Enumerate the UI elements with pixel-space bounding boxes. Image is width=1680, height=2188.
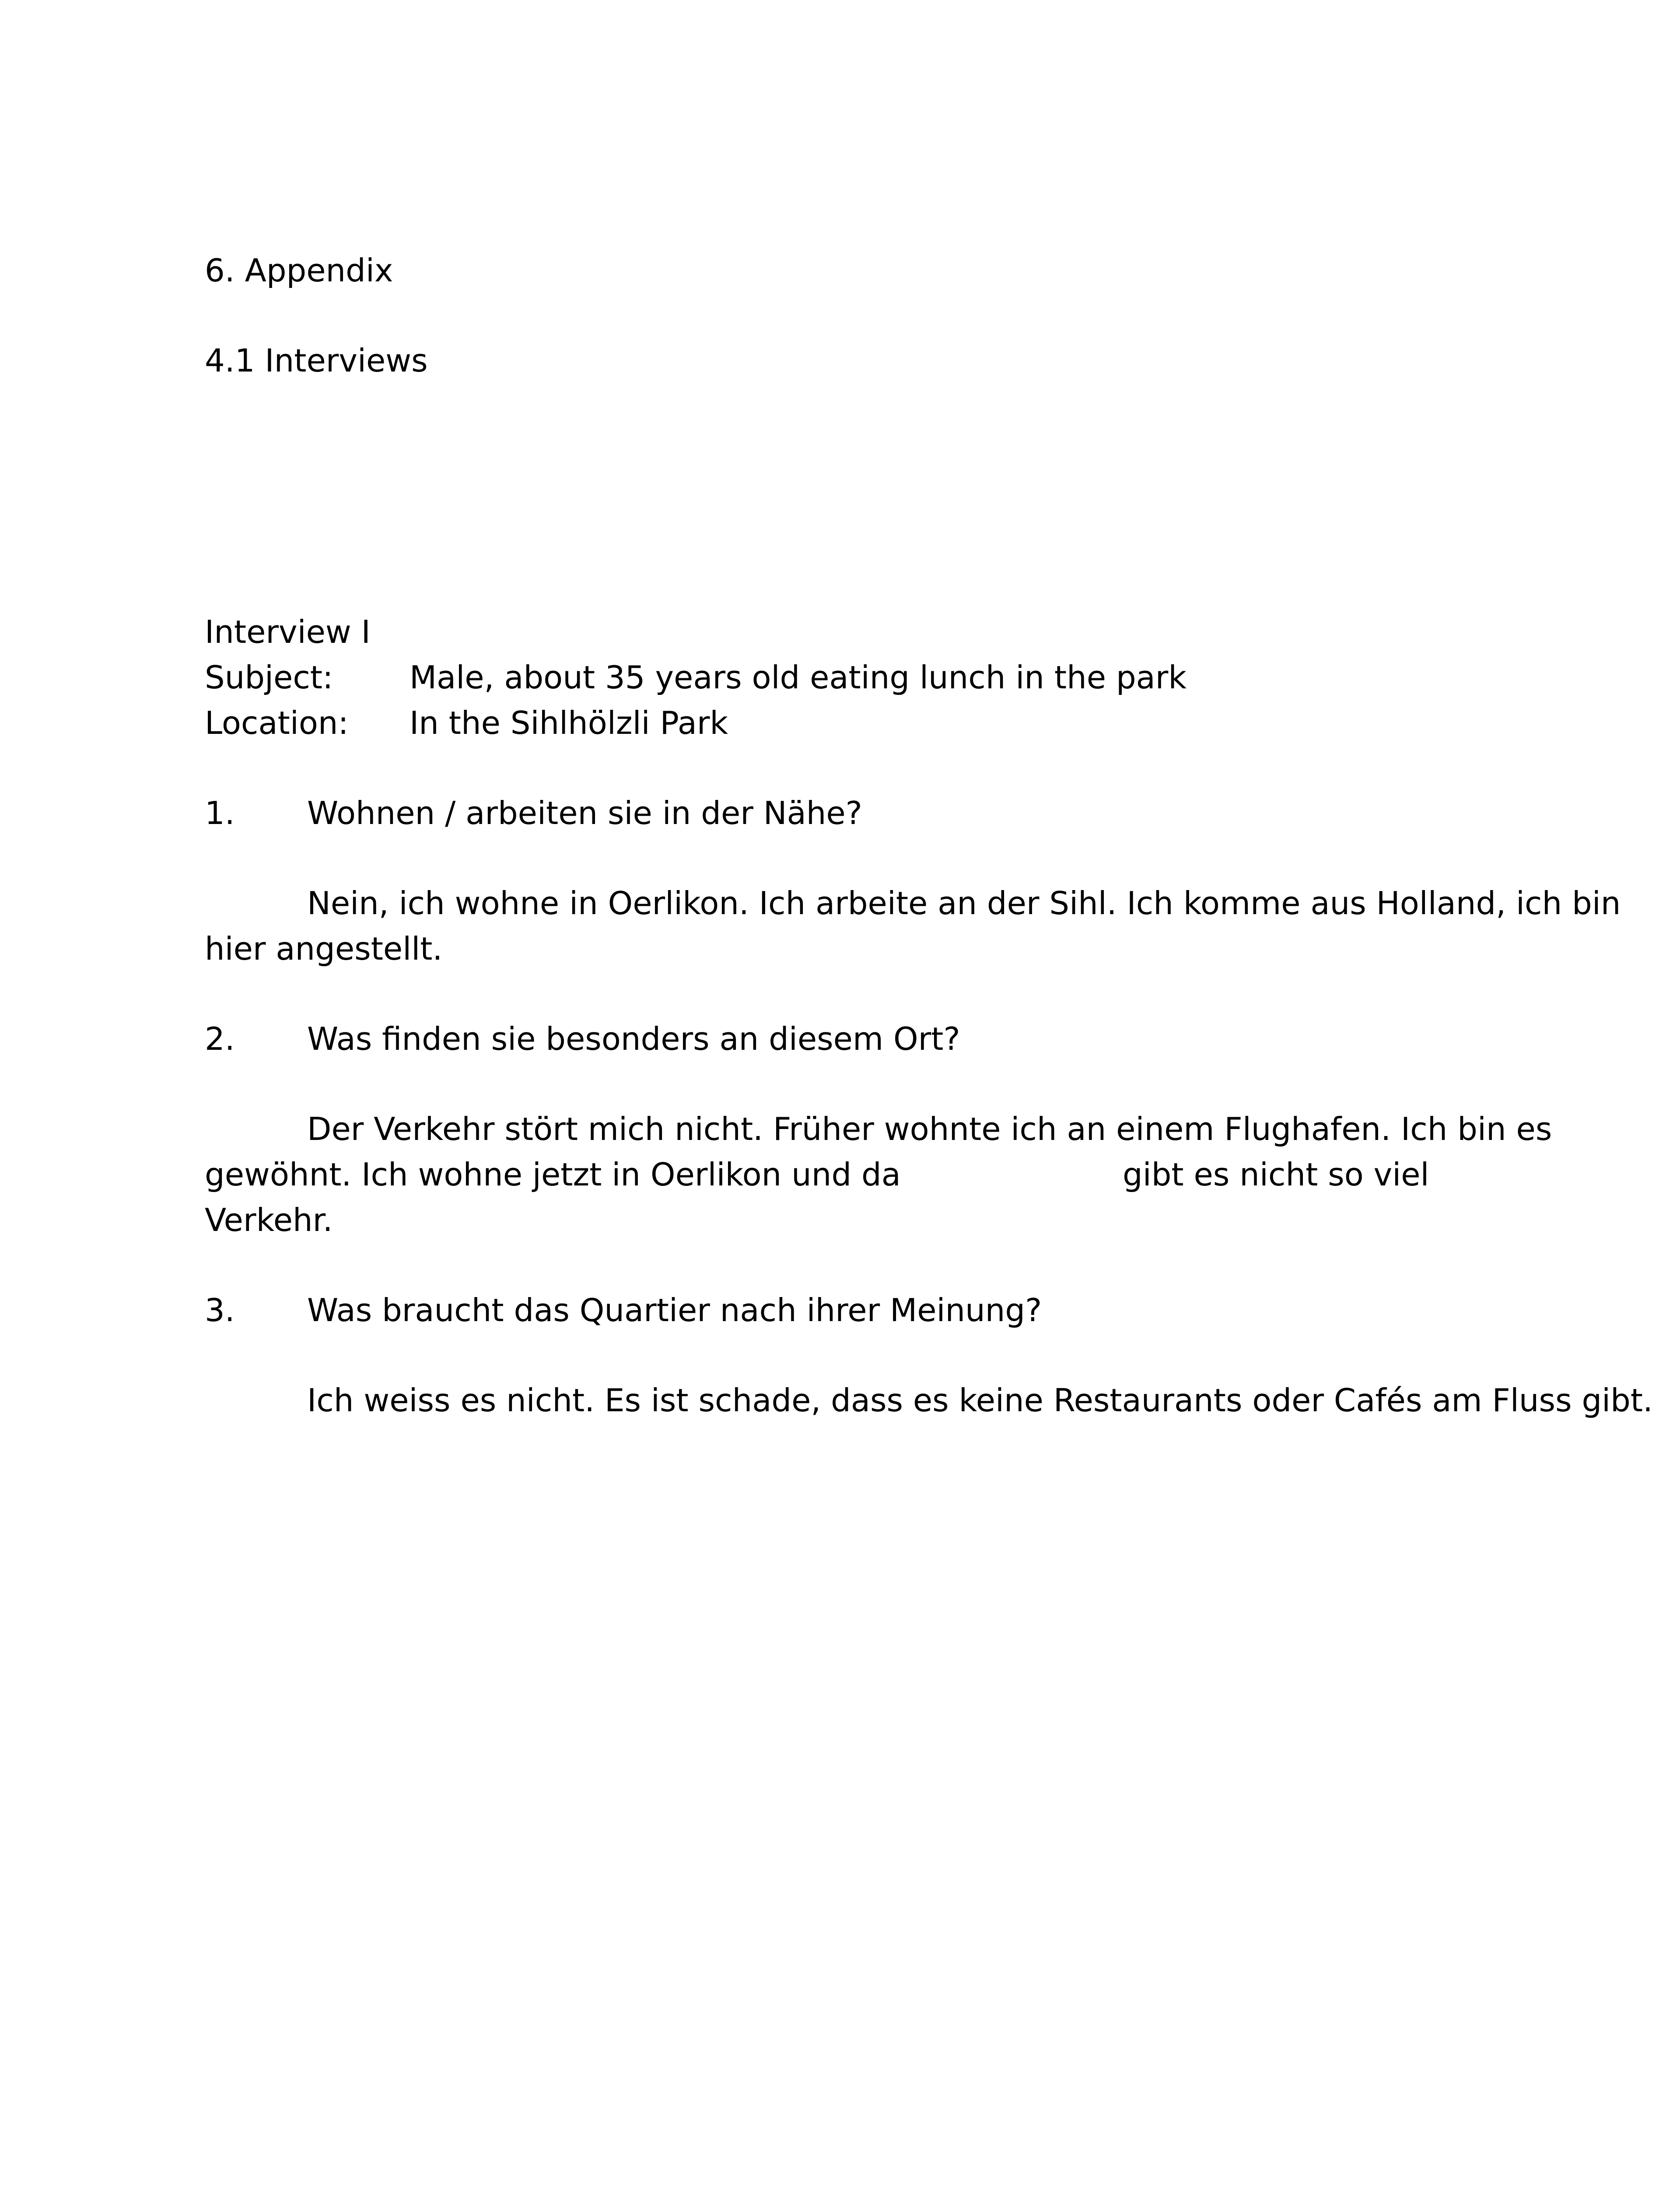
- question-number: 1.: [205, 795, 235, 831]
- question-text: Wohnen / arbeiten sie in der Nähe?: [307, 795, 862, 831]
- appendix-heading: 6. Appendix: [205, 252, 393, 289]
- answer-line: gibt es nicht so viel: [1123, 1156, 1429, 1193]
- interviews-heading: 4.1 Interviews: [205, 342, 428, 379]
- question-text: Was braucht das Quartier nach ihrer Meinung?: [307, 1292, 1042, 1329]
- location-value: In the Sihlhölzli Park: [410, 705, 728, 741]
- answer-line: Ich weiss es nicht. Es ist schade, dass es keine Restaurants oder Cafés am Fluss gibt.: [307, 1382, 1653, 1419]
- question-number: 2.: [205, 1020, 235, 1057]
- location-label: Location:: [205, 705, 349, 741]
- answer-line: hier angestellt.: [205, 930, 443, 967]
- answer-line: Nein, ich wohne in Oerlikon. Ich arbeite an der Sihl. Ich komme aus Holland, ich bin: [307, 885, 1621, 922]
- interview-title: Interview I: [205, 614, 371, 650]
- answer-line: gewöhnt. Ich wohne jetzt in Oerlikon und da: [205, 1156, 901, 1193]
- question-text: Was finden sie besonders an diesem Ort?: [307, 1020, 960, 1057]
- subject-value: Male, about 35 years old eating lunch in the park: [410, 659, 1187, 696]
- answer-line: Verkehr.: [205, 1202, 333, 1238]
- question-number: 3.: [205, 1292, 235, 1329]
- answer-line: Der Verkehr stört mich nicht. Früher wohnte ich an einem Flughafen. Ich bin es: [307, 1111, 1552, 1147]
- subject-label: Subject:: [205, 659, 333, 696]
